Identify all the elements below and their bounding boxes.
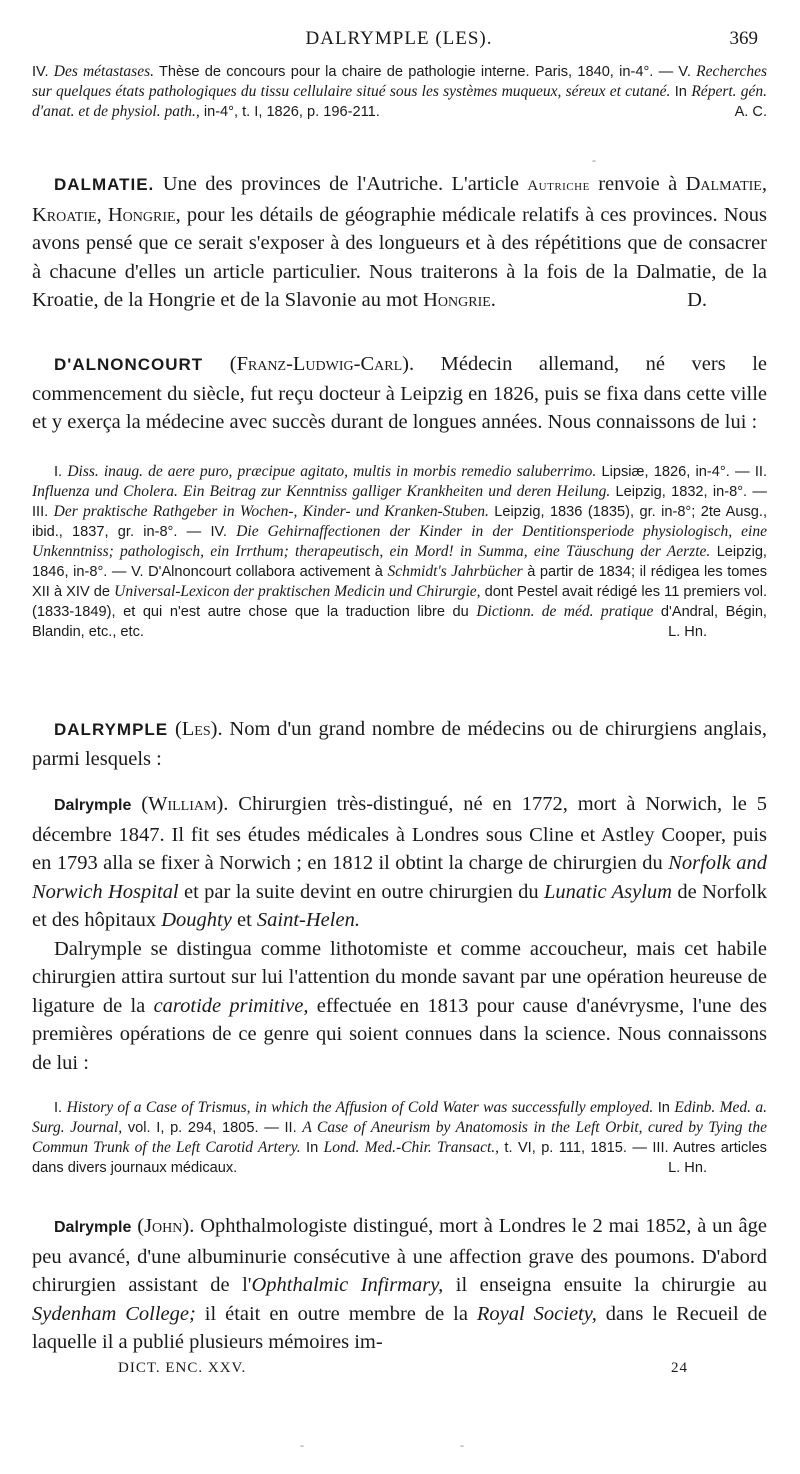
footer-signature-mark: DICT. ENC. XXV. <box>118 1360 247 1376</box>
dalnoncourt-bibliography: I. Diss. inaug. de aere puro, præcipue agitato, multis in morbis remedio saluberrimo. Lipsiæ, 1826, in-4°. — II. Influenza und Cholera. Ein Beitrag zur Kenntniss galliger Krankheiten und deren Heilung. Leipzig, 1832, in-8°. — III. Der praktische Rathgeber in Wochen-, Kinder- und Kranken-Stuben. Leipzig, 1836 (1835), gr. in-8°; 2te Ausg., ibid., 1837, gr. in-8°. — IV. Die Gehirnaffectionen der Kinder in der Dentitionsperiode physiologisch, eine Unkenntniss; pathologisch, ein Irrthum; therapeutisch, ein Mord! in Summa, eine Täuschung der Aerzte. Leipzig, 1846, in-8°. — V. D'Alnoncourt collabora activement à Schmidt's Jahrbücher à partir de 1834; il rédigea les tomes XII à XIV de Universal-Lexicon der praktischen Medicin und Chirurgie, dont Pestel avait rédigé les 11 premiers vol. (1833-1849), et qui n'est autre chose que la traduction libre du Dictionn. de méd. pratique d'Andral, Bégin, Blandin, etc., etc. L. Hn. <box>32 463 767 640</box>
headword-dalrymple-les: DALRYMPLE <box>54 720 169 739</box>
scan-mark: - <box>460 1438 464 1452</box>
headword-dalmatie: DALMATIE. <box>54 175 155 194</box>
headword-dalnoncourt: D'ALNONCOURT <box>54 355 204 374</box>
prev-entry-signature: A. C. <box>734 104 767 120</box>
entry-dalrymple-les: DALRYMPLE (Les). Nom d'un grand nombre de médecins ou de chirurgiens anglais, parmi lesquels : <box>32 718 767 770</box>
entry-dalmatie: DALMATIE. Une des provinces de l'Autriche. L'article Autriche renvoie à Dalmatie, Kroatie, Hongrie, pour les détails de géographie médicale relatifs à ces provinces. Nous avons pensé que ce serait s'exposer à des longueurs et à des répétitions que de consacrer à chacune d'elles un article particulier. Nous traiterons à la fois de la Dalmatie, de la Kroatie, de la Hongrie et de la Slavonie au mot Hongrie. D. <box>32 170 767 315</box>
headword-dalrymple-john: Dalrymple <box>54 1219 132 1236</box>
footer-sheet-number: 24 <box>671 1360 688 1376</box>
running-header <box>40 28 758 54</box>
scan-mark: - <box>300 1438 304 1452</box>
william-signature: L. Hn. <box>668 1160 707 1176</box>
william-bibliography: I. History of a Case of Trismus, in which the Affusion of Cold Water was successfully employed. In Edinb. Med. a. Surg. Journal, vol. I, p. 294, 1805. — II. A Case of Aneurism by Anatomosis in the Left Orbit, cured by Tying the Commun Trunk of the Left Carotid Artery. In Lond. Med.-Chir. Transact., t. VI, p. 111, 1815. — III. Autres articles dans divers journaux médicaux. L. Hn. <box>32 1099 767 1176</box>
headword-dalrymple-william: Dalrymple <box>54 797 132 814</box>
prev-entry-bibliography: IV. Des métastases. Thèse de concours pour la chaire de pathologie interne. Paris, 1840, in-4°. — V. Recherches sur quelques états pathologiques du tissu cellulaire situé sous les systèmes muqueux, séreux et cutané. In Répert. gén. d'anat. et de physiol. path., in-4°, t. I, 1826, p. 196-211. A. C. <box>32 63 768 120</box>
dalnoncourt-signature: L. Hn. <box>668 624 707 640</box>
running-title: DALRYMPLE (LES). <box>305 28 493 49</box>
entry-dalrymple-william: Dalrymple (William). Chirurgien très-distingué, né en 1772, mort à Norwich, le 5 décembre 1847. Il fit ses études médicales à Londres sous Cline et Astley Cooper, puis en 1793 alla se fixer à Norwich ; en 1812 il obtint la charge de chirurgien du Norfolk and Norwich Hospital et par la suite devint en outre chirurgien du Lunatic Asylum de Norfolk et des hôpitaux Doughty et Saint-Helen. Dalrymple se distingua comme lithotomiste et comme accoucheur, mais cet habile chirurgien attira surtout sur lui l'attention du monde savant par une opération heureuse de ligature de la carotide primitive, effectuée en 1813 pour cause d'anévrysme, l'une des premières opérations de ce genre qui soient connues dans la science. Nous connaissons de lui : <box>32 793 767 1074</box>
entry-dalrymple-john: Dalrymple (John). Ophthalmologiste distingué, mort à Londres le 2 mai 1852, à un âge peu avancé, d'une albuminurie consécutive à une affection grave des poumons. D'abord chirurgien assistant de l'Ophthalmic Infirmary, il enseigna ensuite la chirurgie au Sydenham College; il était en outre membre de la Royal Society, dans le Recueil de laquelle il a publié plusieurs mémoires im- <box>32 1215 767 1353</box>
scan-mark: - <box>592 153 596 167</box>
entry-dalnoncourt: D'ALNONCOURT (Franz-Ludwig-Carl). Médecin allemand, né vers le commencement du siècle, fut reçu docteur à Leipzig en 1826, puis se fixa dans cette ville et y exerça la médecine avec succès durant de longues années. Nous connaissons de lui : <box>32 353 767 433</box>
page-number: 369 <box>729 28 758 49</box>
dalmatie-signature: D. <box>687 289 707 311</box>
